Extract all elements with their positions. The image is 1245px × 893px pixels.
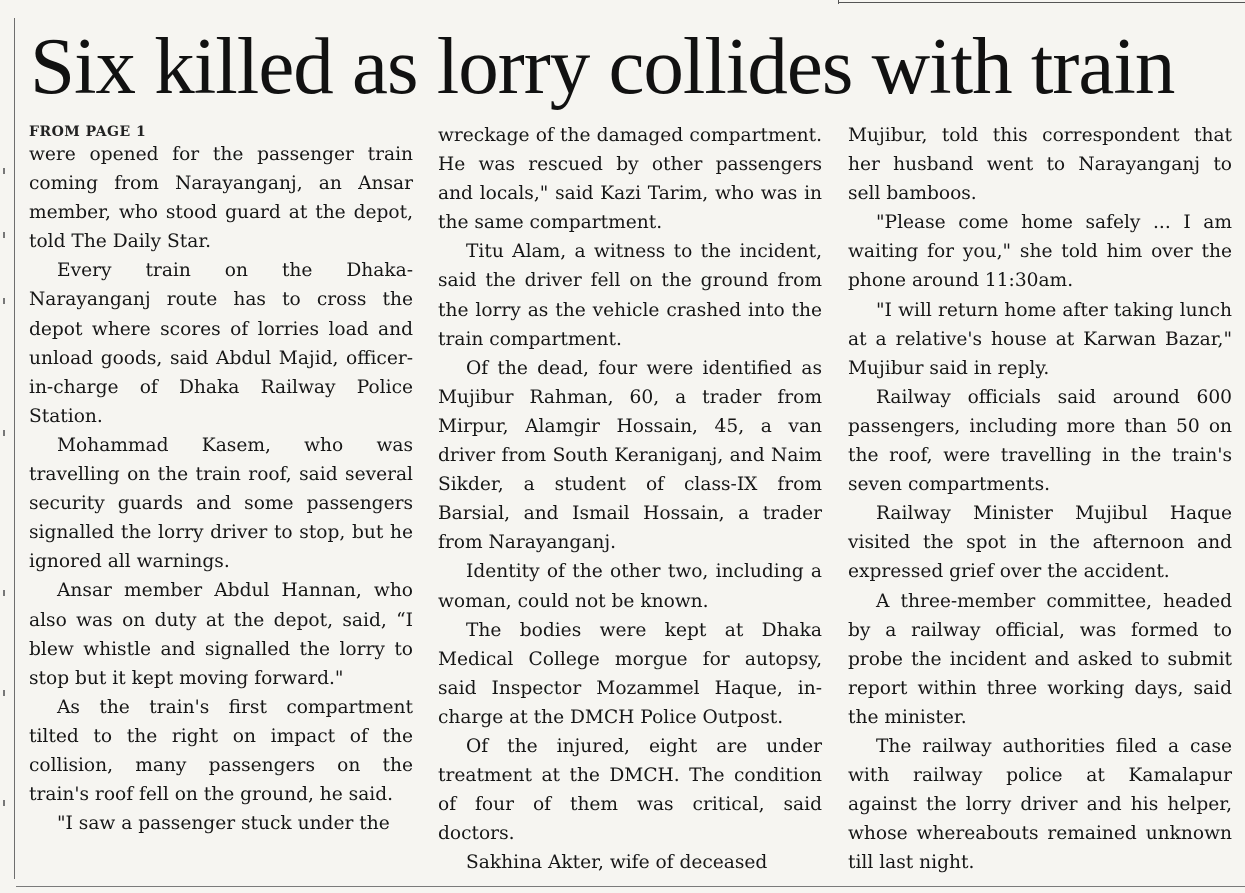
paragraph: Of the dead, four were identified as Mujibur Rahman, 60, a trader from Mirpur, Alamgir Hossain, 45, a van driver from South Keraniganj, and Naim Sikder, a student of class-IX from Barsial, and Ismail Hossain, a trader from Narayanganj.: [438, 357, 822, 554]
paragraph: "I saw a passenger stuck under the: [57, 813, 390, 835]
paragraph: Mohammad Kasem, who was travelling on the train roof, said several security guards and some passengers signalled the lorry driver to stop, but he ignored all warnings.: [29, 434, 413, 573]
adjacent-text-remnant: [3, 430, 5, 436]
paragraph: "Please come home safely ... I am waiting for you," she told him over the phone around 11:30am.: [848, 212, 1232, 292]
paragraph: Railway officials said around 600 passengers, including more than 50 on the roof, were travelling in the train's seven compartments.: [848, 386, 1232, 496]
paragraph: Titu Alam, a witness to the incident, said the driver fell on the ground from the lorry as the vehicle crashed into the train compartment.: [438, 241, 822, 350]
paragraph: wreckage of the damaged compartment. He was rescued by other passengers and locals," said Kazi Tarim, who was in the same compartment.: [438, 125, 822, 234]
paragraph: The bodies were kept at Dhaka Medical College morgue for autopsy, said Inspector Mozammel Haque, in-charge at the DMCH Police Outpost.: [438, 619, 822, 728]
paragraph: "I will return home after taking lunch at a relative's house at Karwan Bazar," Mujibur said in reply.: [848, 299, 1232, 379]
headline: Six killed as lorry collides with train: [30, 21, 1175, 111]
paragraph: Ansar member Abdul Hannan, who also was on duty at the depot, said, “I blew whistle and signalled the lorry to stop but it kept moving forward.": [29, 580, 413, 689]
top-right-rule: [838, 2, 1245, 3]
paragraph: The railway authorities filed a case with railway police at Kamalapur against the lorry driver and his helper, whose whereabouts remained unknown till last night.: [848, 735, 1232, 874]
bottom-rule: [16, 886, 1245, 887]
adjacent-text-remnant: [3, 690, 5, 696]
adjacent-text-remnant: [3, 298, 5, 304]
left-column-rule: [14, 18, 15, 879]
article-column-2: [438, 121, 822, 877]
adjacent-text-remnant: [3, 168, 5, 174]
adjacent-text-remnant: [3, 590, 5, 596]
paragraph: Railway Minister Mujibul Haque visited the spot in the afternoon and expressed grief over the accident.: [848, 503, 1232, 583]
article-column-1: [29, 125, 413, 838]
paragraph: Of the injured, eight are under treatment at the DMCH. The condition of four of them was critical, said doctors.: [438, 735, 822, 845]
article-column-3: [848, 121, 1232, 877]
adjacent-text-remnant: [3, 800, 5, 806]
paragraph: A three-member committee, headed by a railway official, was formed to probe the incident and asked to submit report within three working days, said the minister.: [848, 590, 1232, 728]
paragraph: Mujibur, told this correspondent that her husband went to Narayanganj to sell bamboos.: [848, 125, 1232, 205]
paragraph: Sakhina Akter, wife of deceased: [466, 852, 768, 874]
paragraph: Every train on the Dhaka-Narayanganj route has to cross the depot where scores of lorries load and unload goods, said Abdul Majid, officer-in-charge of Dhaka Railway Police Station.: [29, 260, 413, 427]
paragraph: were opened for the passenger train coming from Narayanganj, an Ansar member, who stood guard at the depot, told The Daily Star.: [29, 144, 413, 253]
paragraph: Identity of the other two, including a woman, could not be known.: [438, 561, 822, 612]
continuation-kicker: FROM PAGE 1: [29, 124, 147, 140]
adjacent-text-remnant: [3, 232, 5, 238]
top-rule-tick: [838, 0, 839, 4]
paragraph: As the train's first compartment tilted to the right on impact of the collision, many passengers on the train's roof fell on the ground, he said.: [29, 696, 413, 806]
